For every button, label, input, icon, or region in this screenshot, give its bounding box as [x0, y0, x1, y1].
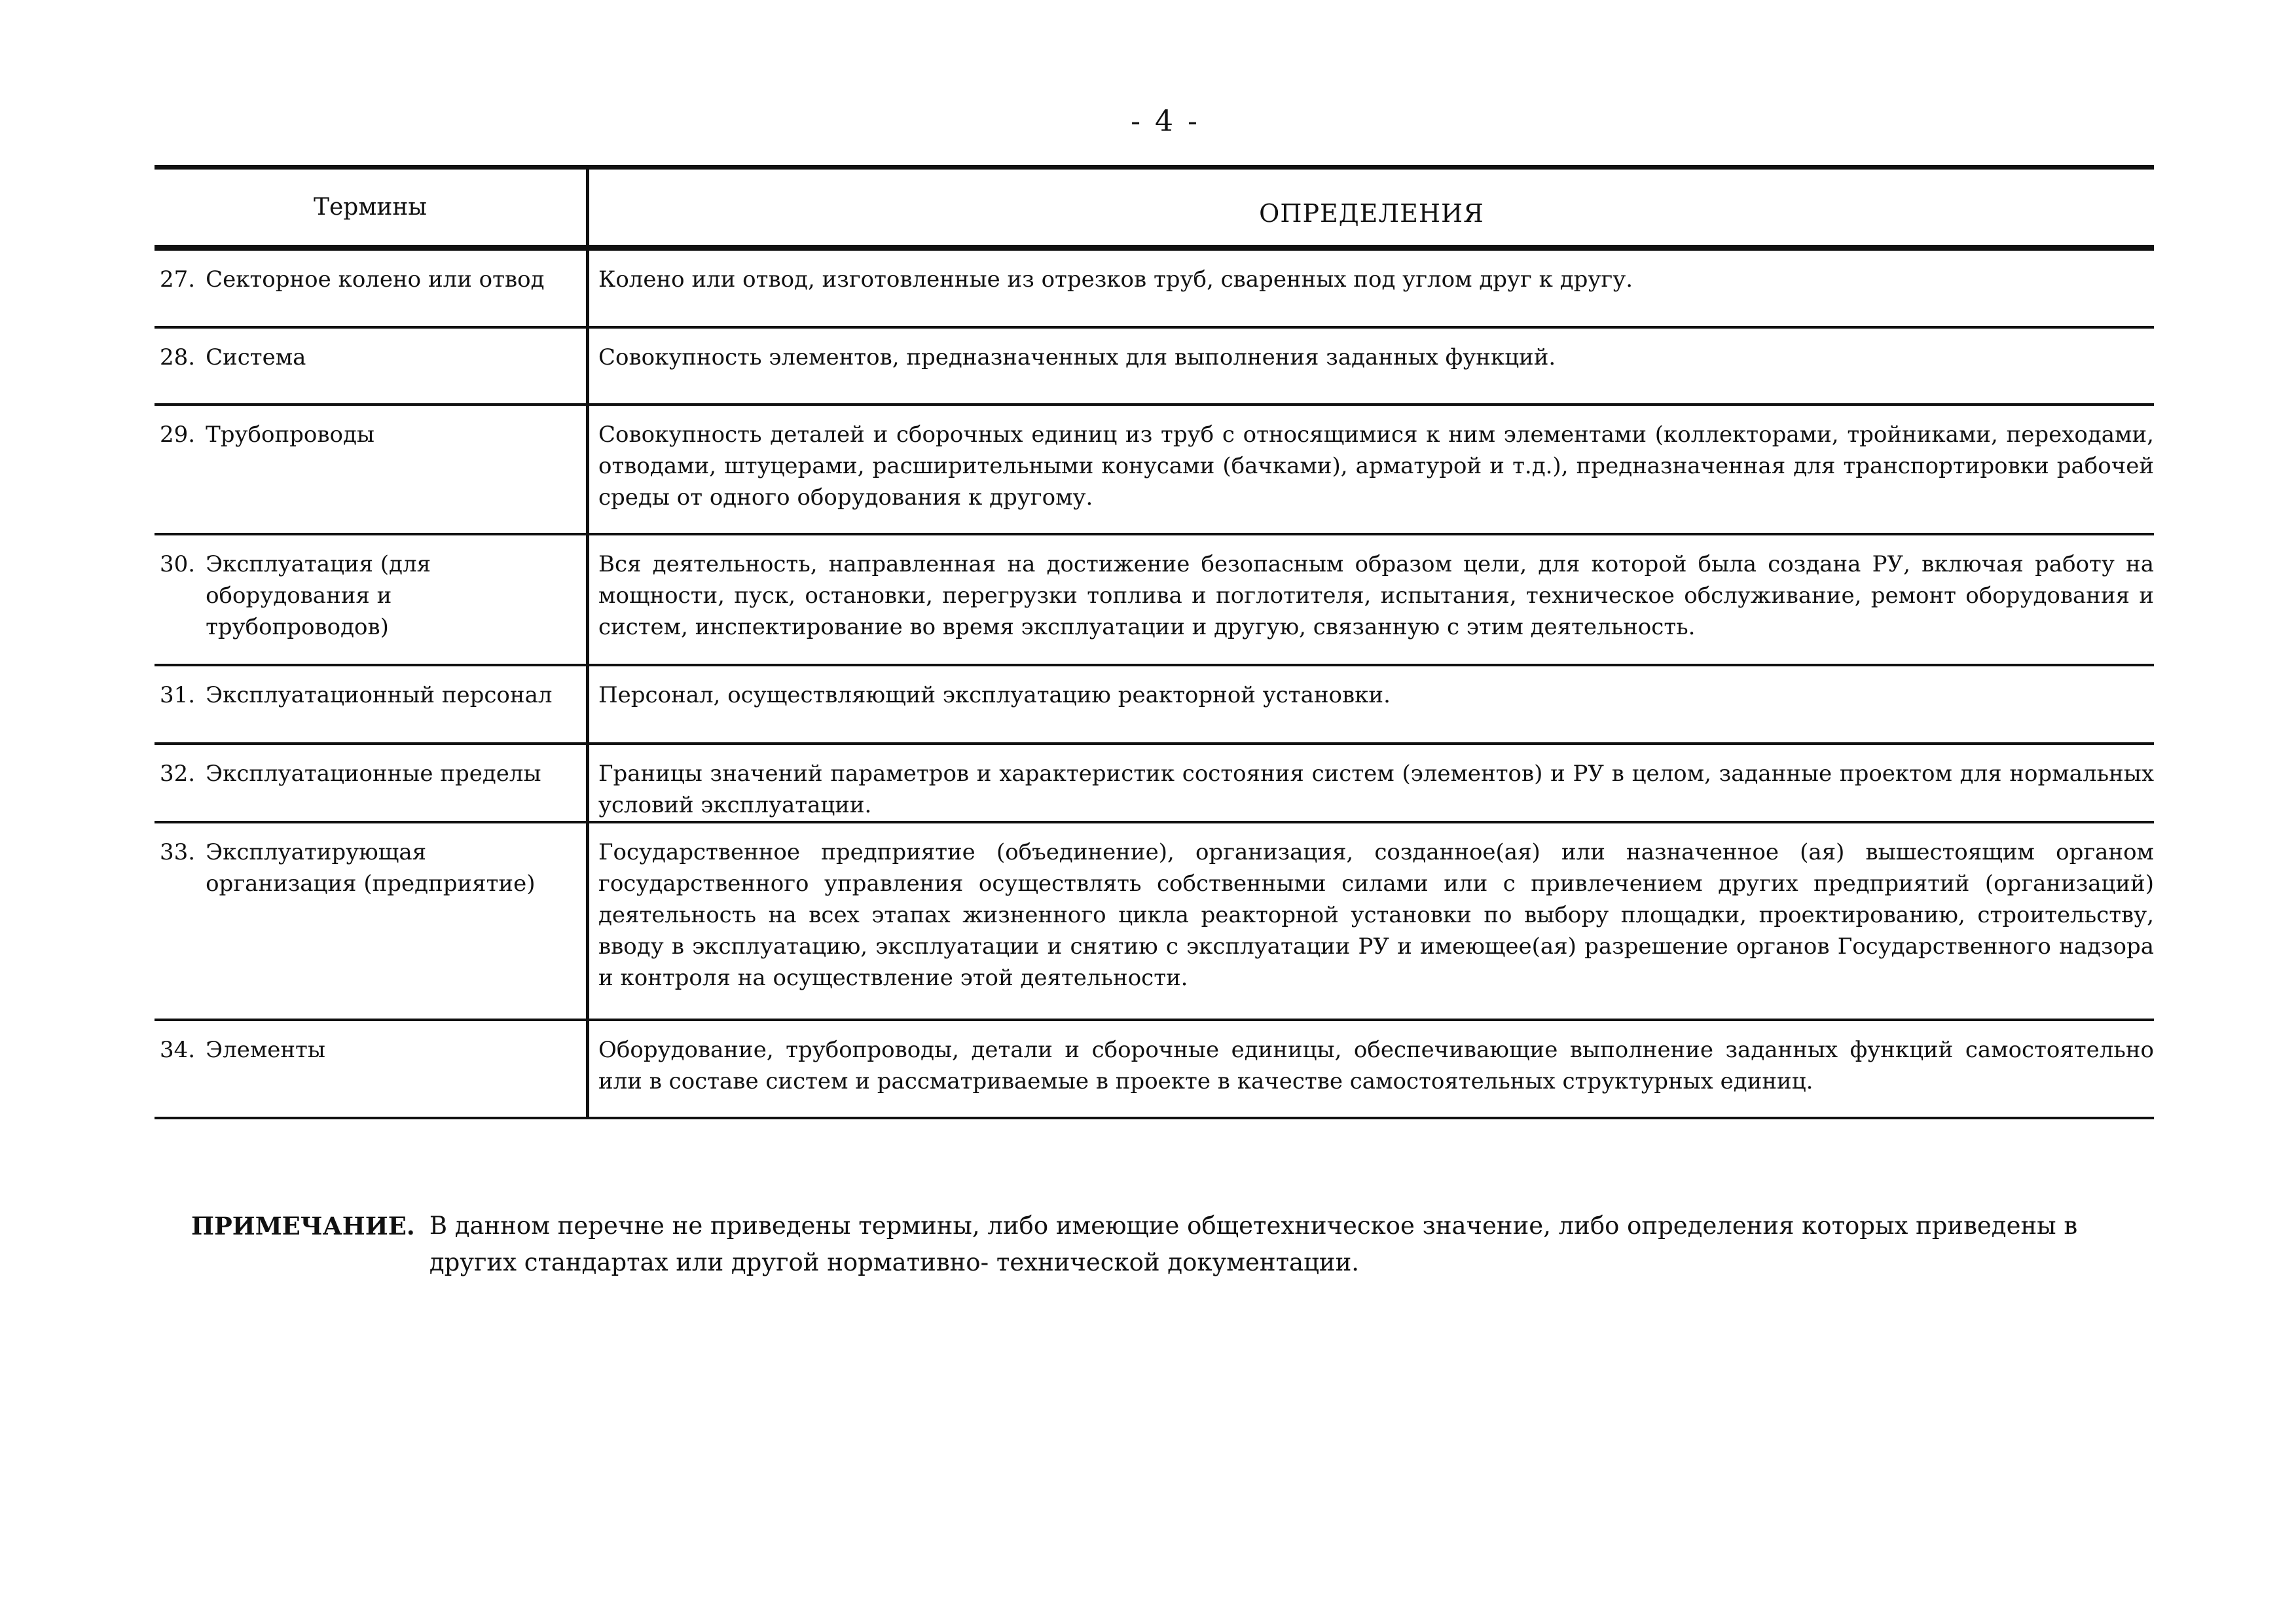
term-number: 34.: [160, 1037, 196, 1063]
term-number: 32.: [160, 761, 196, 787]
note-text: В данном перечне не приведены термины, либо имеющие общетехническое значение, либо определения которых приведены в других стандартах или другой нормативно- технической документации.: [429, 1212, 2078, 1276]
term-number: 29.: [160, 422, 196, 448]
term-number: 27.: [160, 266, 196, 293]
term-number: 30.: [160, 551, 196, 577]
table-row: [155, 329, 2154, 406]
term-name: Эксплуатационные пределы: [206, 761, 541, 787]
term-cell: [155, 535, 589, 664]
term-cell: [155, 1021, 589, 1117]
header-terms: Термины: [155, 170, 589, 245]
terms-table: [155, 165, 2154, 1119]
note-label: ПРИМЕЧАНИЕ.: [191, 1212, 415, 1240]
definition-cell: Совокупность элементов, предназначенных для выполнения заданных функций.: [598, 344, 1556, 370]
term-number: 33.: [160, 839, 196, 865]
definition-cell: Вся деятельность, направленная на достижение безопасным образом цели, для которой была создана РУ, включая работу на мощности, пуск, остановки, перегрузки топлива и поглотителя, испытания, техническое обслуживание, ремонт оборудования и систем, инспектирование во время эксплуатации и другую, связанную с этим деятельность.: [598, 551, 2154, 640]
term-cell: [155, 823, 589, 1019]
definition-cell: Границы значений параметров и характеристик состояния систем (элементов) и РУ в целом, заданные проектом для нормальных условий эксплуатации.: [598, 761, 2154, 818]
term-name: Секторное колено или отвод: [206, 266, 545, 293]
definition-cell: Государственное предприятие (объединение), организация, созданное(ая) или назначенное (ая) вышестоящим органом государственного управления осуществлять собственными силами или с привлечением других предприятий (организаций) деятельность на всех этапах жизненного цикла реакторной установки по выбору площадки, проектированию, строительству, вводу в эксплуатацию, эксплуатации и снятию с эксплуатации РУ и имеющее(ая) разрешение органов Государственного надзора и контроля на осуществление этой деятельности.: [598, 839, 2154, 991]
table-header: [155, 170, 2154, 251]
note: [191, 1208, 2129, 1281]
term-name: Эксплуатация (для оборудования и трубопроводов): [206, 551, 431, 640]
term-cell: [155, 251, 589, 326]
definition-cell: Колено или отвод, изготовленные из отрезков труб, сваренных под углом друг к другу.: [598, 266, 1633, 293]
table-row: [155, 406, 2154, 535]
header-definitions: ОПРЕДЕЛЕНИЯ: [1259, 198, 1484, 228]
term-cell: [155, 406, 589, 533]
term-cell: [155, 329, 589, 403]
page-number: - 4 -: [1131, 105, 1200, 138]
term-name: Трубопроводы: [206, 422, 374, 448]
definition-cell: Совокупность деталей и сборочных единиц из труб с относящимися к ним элементами (коллекторами, тройниками, переходами, отводами, штуцерами, расширительными конусами (бачками), арматурой и т.д.), предназначенная для транспортировки рабочей среды от одного оборудования к другому.: [598, 422, 2154, 511]
table-row: [155, 251, 2154, 329]
term-number: 28.: [160, 344, 196, 370]
term-name: Элементы: [206, 1037, 325, 1063]
table-row: [155, 745, 2154, 823]
term-number: 31.: [160, 682, 196, 708]
term-name: Эксплуатационный персонал: [206, 682, 553, 708]
table-row: [155, 1021, 2154, 1119]
term-name: Эксплуатирующая организация (предприятие): [206, 839, 536, 897]
definition-cell: Оборудование, трубопроводы, детали и сборочные единицы, обеспечивающие выполнение заданных функций самостоятельно или в составе систем и рассматриваемые в проекте в качестве самостоятельных структурных единиц.: [598, 1037, 2154, 1094]
table-row: [155, 823, 2154, 1021]
term-cell: [155, 745, 589, 821]
table-row: [155, 535, 2154, 666]
term-cell: [155, 666, 589, 742]
table-row: [155, 666, 2154, 745]
term-name: Система: [206, 344, 306, 370]
definition-cell: Персонал, осуществляющий эксплуатацию реакторной установки.: [598, 682, 1391, 708]
